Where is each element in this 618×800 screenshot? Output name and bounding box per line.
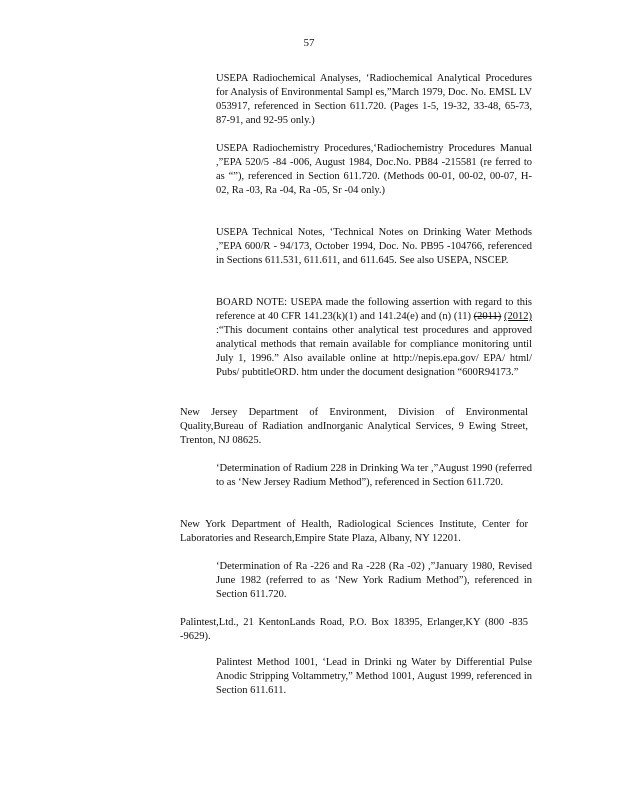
page-number: 57: [303, 37, 315, 49]
new-jersey-radium-method-entry: [216, 462, 532, 490]
palintest-entry: [180, 616, 528, 644]
palintest-method-entry: [216, 656, 532, 698]
board-note-before: BOARD NOTE: USEPA made the following assertion with regard to this reference at 40 CFR 141.23(k)(1) and 141.24(e) and (n) (11): [216, 297, 532, 322]
new-york-department-entry: [180, 518, 528, 546]
entry-text: USEPA Radiochemical Analyses, ‘Radiochemical Analytical Procedures for Analysis of Environmental Sampl es,”March 1979, Doc. No. EMSL LV 053917, referenced in Section 611.720. (Pages 1-5, 19-32, 33-48, 65-73, 87-91, and 92-95 only.): [216, 73, 532, 126]
entry-text: New Jersey Department of Environment, Division of Environmental Quality,Bureau of Radiation andInorganic Analytical Services, 9 Ewing Street, Trenton, NJ 08625.: [180, 407, 528, 446]
entry-text: USEPA Technical Notes, ‘Technical Notes on Drinking Water Methods ,”EPA 600/R - 94/173, October 1994, Doc. No. PB95 -104766, referenced in Sections 611.531, 611.611, and 611.645. See also USEPA, NSCEP.: [216, 227, 532, 266]
entry-text: Palintest,Ltd., 21 KentonLands Road, P.O. Box 18395, Erlanger,KY (800 -835 -9629).: [180, 617, 528, 642]
entry-text: ‘Determination of Radium 228 in Drinking Wa ter ,”August 1990 (referred to as ‘New Jersey Radium Method”), referenced in Section 611.720.: [216, 463, 532, 488]
entry-text: Palintest Method 1001, ‘Lead in Drinki ng Water by Differential Pulse Anodic Stripping Voltammetry,” Method 1001, August 1999, referenced in Section 611.611.: [216, 657, 532, 696]
new-york-radium-method-entry: [216, 560, 532, 602]
board-note-after: :“This document contains other analytical test procedures and approved analytical methods that remain available for compliance monitoring until July 1, 1996.” Also available online at http://nepis.epa.gov/ EPA/ html/ Pubs/ pubtitleORD. htm under the document designation “600R94173.”: [216, 325, 532, 378]
entry-text: USEPA Radiochemistry Procedures,‘Radiochemistry Procedures Manual ,”EPA 520/5 -84 -006, August 1984, Doc.No. PB84 -215581 (re ferred to as “”), referenced in Section 611.720. (Methods 00-01, 00-02, 00-07, H-02, Ra -03, Ra -04, Ra -05, Sr -04 only.): [216, 143, 532, 196]
entry-text: ‘Determination of Ra -226 and Ra -228 (Ra -02) ,”January 1980, Revised June 1982 (referred to as ‘New York Radium Method”), referenced in Section 611.720.: [216, 561, 532, 600]
board-note-text: [216, 296, 532, 380]
usepa-technical-notes-entry: [216, 226, 532, 268]
struck-year: (2011): [473, 311, 502, 322]
usepa-radiochemical-analyses-entry: [216, 72, 532, 128]
new-jersey-department-entry: [180, 406, 528, 448]
entry-text: New York Department of Health, Radiological Sciences Institute, Center for Laboratories and Research,Empire State Plaza, Albany, NY 12201.: [180, 519, 528, 544]
board-note: [216, 296, 532, 380]
inserted-year: (2012): [504, 311, 532, 322]
usepa-radiochemistry-procedures-entry: [216, 142, 532, 198]
